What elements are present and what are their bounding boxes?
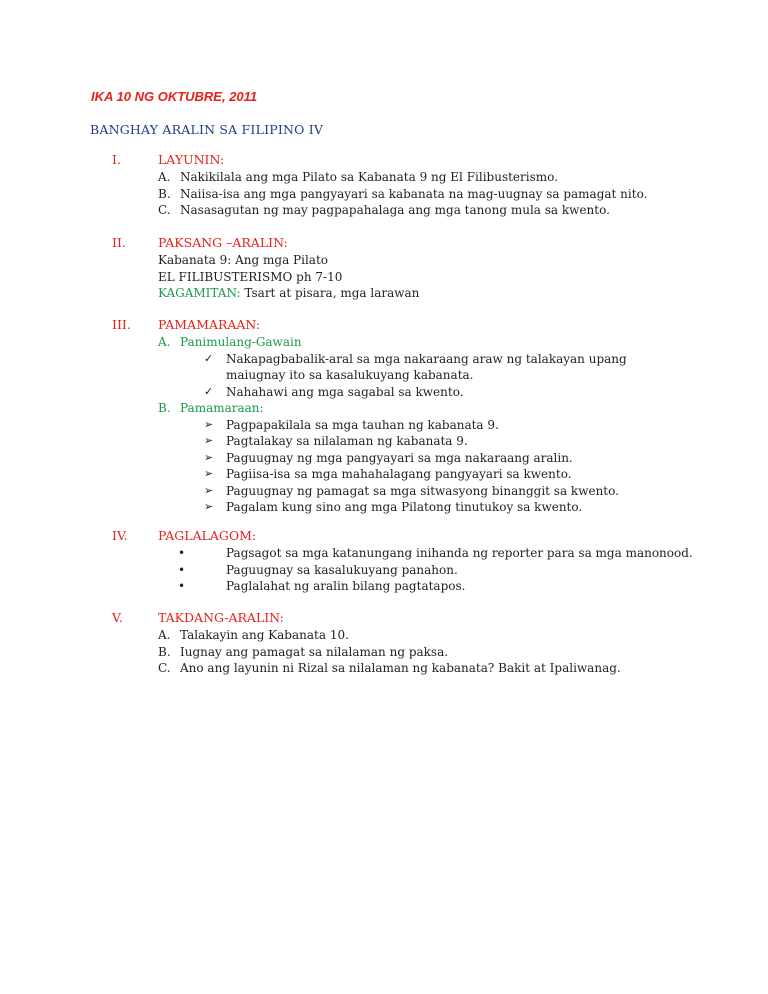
- list-item: [112, 202, 732, 219]
- arrow-item: [112, 466, 732, 483]
- bullet-item: [112, 578, 732, 595]
- section-title: PAGLALAGOM:: [158, 528, 257, 543]
- subsection-heading: [112, 400, 732, 417]
- list-item-text: Ano ang layunin ni Rizal sa nilalaman ng kabanata? Bakit at Ipaliwanag.: [180, 661, 621, 675]
- arrow-item: [112, 433, 732, 450]
- arrow-item: [112, 450, 732, 467]
- list-item-text: Iugnay ang pamagat sa nilalaman ng paksa.: [180, 644, 449, 659]
- list-marker: C.: [158, 203, 171, 217]
- section-title: LAYUNIN:: [158, 152, 225, 167]
- roman-numeral: II.: [112, 235, 126, 250]
- bullet-item: [112, 545, 732, 562]
- roman-numeral: III.: [112, 317, 131, 332]
- kagamitan-line: [112, 285, 732, 302]
- arrow-icon: ➢: [204, 417, 214, 431]
- arrow-icon: ➢: [204, 483, 214, 497]
- subsection-heading: [112, 334, 732, 351]
- list-item: [112, 660, 732, 677]
- section-takdang-aralin: [112, 610, 732, 677]
- section-title: PAMAMARAAN:: [158, 317, 261, 332]
- check-icon: ✓: [204, 351, 214, 365]
- bullet-item: [112, 562, 732, 579]
- arrow-item-text: Pagtalakay sa nilalaman ng kabanata 9.: [226, 434, 468, 448]
- list-item-text: Nasasagutan ng may pagpapahalaga ang mga tanong mula sa kwento.: [180, 203, 610, 217]
- arrow-item-text: Paguugnay ng mga pangyayari sa mga nakaraang aralin.: [226, 450, 573, 465]
- check-icon: ✓: [204, 384, 214, 398]
- list-item: [112, 186, 732, 203]
- section-paksang-aralin: [112, 235, 732, 302]
- arrow-item: [112, 417, 732, 434]
- bullet-item-text: Pagsagot sa mga katanungang inihanda ng reporter para sa mga manonood.: [226, 546, 693, 560]
- bullet-item-text: Paguugnay sa kasalukuyang panahon.: [226, 562, 458, 577]
- list-marker: B.: [158, 186, 171, 201]
- arrow-icon: ➢: [204, 467, 214, 480]
- list-item-text: Naiisa-isa ang mga pangyayari sa kabanata na mag-uugnay sa pamagat nito.: [180, 186, 648, 201]
- section-layunin: [112, 152, 732, 219]
- document-title: BANGHAY ARALIN SA FILIPINO IV: [90, 122, 324, 137]
- topic-line: Kabanata 9: Ang mga Pilato: [158, 253, 328, 267]
- arrow-icon: ➢: [204, 500, 214, 513]
- list-item-text: Nakikilala ang mga Pilato sa Kabanata 9 ng El Filibusterismo.: [180, 170, 558, 184]
- arrow-item-text: Pagalam kung sino ang mga Pilatong tinutukoy sa kwento.: [226, 500, 583, 514]
- arrow-icon: ➢: [204, 434, 214, 447]
- section-heading: [112, 317, 732, 334]
- subsection-label: Panimulang-Gawain: [180, 335, 302, 349]
- bullet-icon: •: [178, 579, 186, 593]
- list-marker: A.: [158, 170, 171, 184]
- section-pamamaraan: [112, 317, 732, 516]
- list-item: [112, 644, 732, 661]
- arrow-item: [112, 499, 732, 516]
- check-item: [112, 384, 732, 401]
- list-marker: B.: [158, 644, 171, 659]
- kagamitan-label: KAGAMITAN:: [158, 286, 241, 300]
- list-marker: A.: [158, 628, 171, 642]
- subsection-label: Pamamaraan:: [180, 401, 264, 415]
- arrow-item-text: Pagpapakilala sa mga tauhan ng kabanata 9.: [226, 417, 499, 432]
- arrow-item: [112, 483, 732, 500]
- check-item-text: Nahahawi ang mga sagabal sa kwento.: [226, 384, 464, 399]
- lesson-date: IKA 10 NG OKTUBRE, 2011: [91, 89, 258, 104]
- list-marker: B.: [158, 401, 171, 415]
- check-item-text: Nakapagbabalik-aral sa mga nakaraang araw ng talakayan upang maiugnay ito sa kasalukuyang kabanata.: [226, 351, 627, 382]
- source-line: EL FILIBUSTERISMO ph 7-10: [158, 269, 343, 284]
- list-item: [112, 627, 732, 644]
- roman-numeral: V.: [112, 610, 123, 625]
- section-heading: [112, 235, 732, 252]
- bullet-icon: •: [178, 546, 186, 560]
- section-title: TAKDANG-ARALIN:: [158, 610, 284, 625]
- roman-numeral: I.: [112, 152, 121, 167]
- kagamitan-text: Tsart at pisara, mga larawan: [240, 286, 420, 300]
- arrow-item-text: Pagiisa-isa sa mga mahahalagang pangyayari sa kwento.: [226, 467, 572, 481]
- check-item: [112, 351, 666, 384]
- section-heading: [112, 528, 732, 545]
- bullet-icon: •: [178, 562, 186, 577]
- list-item: [112, 169, 732, 186]
- list-marker: A.: [158, 335, 171, 349]
- section-heading: [112, 152, 732, 169]
- section-title: PAKSANG –ARALIN:: [158, 235, 288, 250]
- section-paglalagom: [112, 528, 732, 595]
- section-heading: [112, 610, 732, 627]
- list-item-text: Talakayin ang Kabanata 10.: [180, 628, 349, 642]
- roman-numeral: IV.: [112, 528, 128, 543]
- bullet-item-text: Paglalahat ng aralin bilang pagtatapos.: [226, 579, 466, 593]
- list-marker: C.: [158, 661, 171, 675]
- arrow-item-text: Paguugnay ng pamagat sa mga sitwasyong binanggit sa kwento.: [226, 483, 619, 498]
- arrow-icon: ➢: [204, 450, 214, 464]
